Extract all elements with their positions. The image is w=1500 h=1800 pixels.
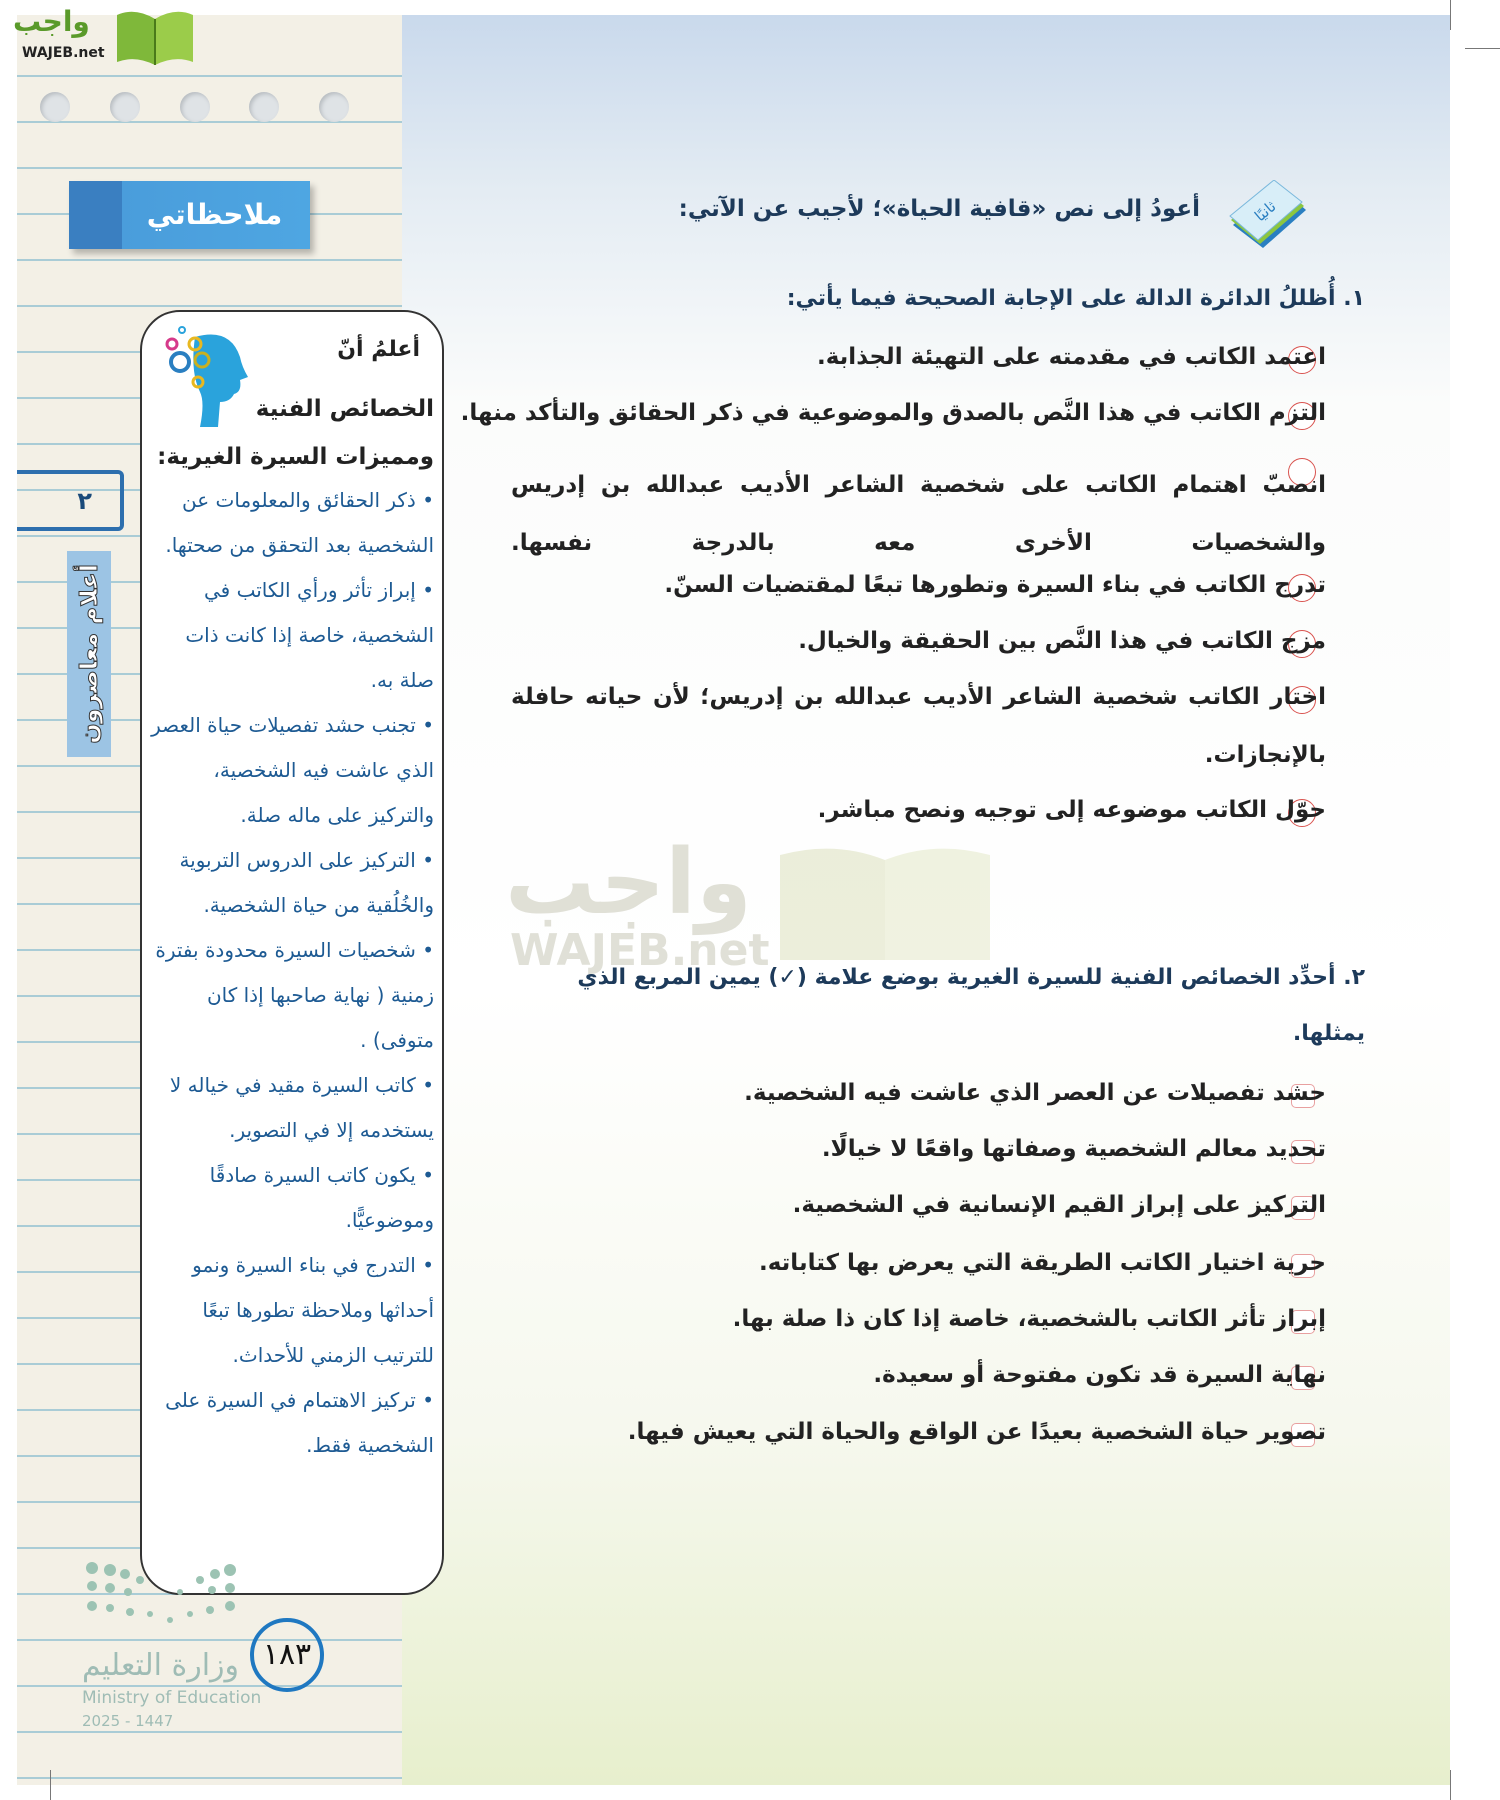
ministry-dots-icon <box>80 1560 280 1645</box>
info-bullet: • التركيز على الدروس التربوية والخُلُقية من حياة الشخصية. <box>179 848 434 917</box>
unit-label-text: أعلام معاصرون <box>75 564 103 744</box>
info-bullet: • تركيز الاهتمام في السيرة على الشخصية فقط. <box>165 1388 434 1457</box>
q2-option: التركيز على إبراز القيم الإنسانية في الشخصية. <box>792 1192 1326 1218</box>
wajeb-logo <box>10 5 190 65</box>
q1-option: حوّل الكاتب موضوعه إلى توجيه ونصح مباشر. <box>817 797 1326 823</box>
info-bullet: • التدرج في بناء السيرة ونمو أحداثها وملاحظة تطورها تبعًا للترتيب الزمني للأحداث. <box>192 1253 434 1367</box>
info-bullet: • شخصيات السيرة محدودة بفترة زمنية ( نهاية صاحبها إذا كان متوفى) . <box>155 938 434 1052</box>
info-bullet: • يكون كاتب السيرة صادقًا وموضوعيًّا. <box>209 1163 434 1232</box>
crop-mark <box>1450 1770 1451 1800</box>
q1-option: اعتمد الكاتب في مقدمته على التهيئة الجذابة. <box>816 344 1326 370</box>
unit-label <box>67 551 111 757</box>
edition-year: 2025 - 1447 <box>82 1712 174 1730</box>
q2-option: نهاية السيرة قد تكون مفتوحة أو سعيدة. <box>873 1362 1326 1388</box>
crop-mark <box>1450 0 1451 30</box>
binder-hole <box>180 92 210 122</box>
section-badge-text: ثانيًا <box>1251 197 1280 226</box>
q2-option: تحديد معالم الشخصية وصفاتها واقعًا لا خيالًا. <box>821 1136 1326 1162</box>
crop-mark <box>50 1770 51 1800</box>
q2-option: تصوير حياة الشخصية بعيدًا عن الواقع والحياة التي يعيش فيها. <box>627 1419 1326 1445</box>
watermark-latin: WAJEB.net <box>510 925 770 976</box>
info-box-title: أعلمُ أنّ <box>337 337 420 362</box>
ministry-name-en: Ministry of Education <box>82 1688 262 1708</box>
binder-hole <box>319 92 349 122</box>
q1-option: تدرج الكاتب في بناء السيرة وتطورها تبعًا لمقتضيات السنّ. <box>664 572 1326 598</box>
info-bullet: • ذكر الحقائق والمعلومات عن الشخصية بعد التحقق من صحتها. <box>165 488 434 557</box>
main-page <box>402 15 1450 1785</box>
did-you-know-box <box>140 310 444 1595</box>
binder-hole <box>249 92 279 122</box>
info-box-subtitle: ومميزات السيرة الغيرية: <box>157 444 434 470</box>
page-number: ١٨٣ <box>250 1618 324 1692</box>
book-icon <box>115 7 195 67</box>
exercise-heading: أعودُ إلى نص «قافية الحياة»؛ لأجيب عن الآتي: <box>678 196 1200 222</box>
q1-option: انصبّ اهتمام الكاتب على شخصية الشاعر الأديب عبدالله بن إدريس والشخصيات الأخرى معه بالدرجة نفسها. <box>511 472 1326 556</box>
binder-hole <box>40 92 70 122</box>
info-bullet: • تجنب حشد تفصيلات حياة العصر الذي عاشت فيه الشخصية، والتركيز على ماله صلة. <box>151 713 434 827</box>
unit-number-tab: ٢ <box>17 470 124 531</box>
q1-option: اختار الكاتب شخصية الشاعر الأديب عبدالله بن إدريس؛ لأن حياته حافلة بالإنجازات. <box>511 684 1326 768</box>
crop-mark <box>1465 48 1500 49</box>
info-bullet: • كاتب السيرة مقيد في خياله لا يستخدمه إلا في التصوير. <box>169 1073 434 1142</box>
my-notes-header: ملاحظاتي <box>69 181 310 249</box>
watermark-arabic: واجب <box>505 830 752 935</box>
q1-option: التزم الكاتب في هذا النَّص بالصدق والموضوعية في ذكر الحقائق والتأكد منها. <box>460 400 1326 426</box>
logo-latin: WAJEB.net <box>22 45 105 61</box>
binder-hole <box>110 92 140 122</box>
ministry-name-ar: وزارة التعليم <box>82 1648 240 1683</box>
head-gears-icon <box>160 322 250 432</box>
question-1-prompt: ١. أُظللُ الدائرة الدالة على الإجابة الصحيحة فيما يأتي: <box>786 286 1365 311</box>
q1-option: مزج الكاتب في هذا النَّص بين الحقيقة والخيال. <box>798 628 1326 654</box>
q2-option: حرية اختيار الكاتب الطريقة التي يعرض بها كتاباته. <box>758 1250 1326 1276</box>
q2-option: إبراز تأثر الكاتب بالشخصية، خاصة إذا كان ذا صلة بها. <box>732 1306 1326 1332</box>
section-badge-icon <box>1228 180 1308 250</box>
q2-option: حشد تفصيلات عن العصر الذي عاشت فيه الشخصية. <box>744 1080 1326 1106</box>
info-bullet: • إبراز تأثر ورأي الكاتب في الشخصية، خاصة إذا كانت ذات صلة به. <box>185 578 434 692</box>
logo-arabic: واجب <box>13 5 90 38</box>
question-2-prompt: ٢. أحدِّد الخصائص الفنية للسيرة الغيرية بوضع علامة (✓) يمين المربع الذي يمثلها. <box>577 965 1365 1046</box>
info-box-subtitle: الخصائص الفنية <box>255 396 434 422</box>
